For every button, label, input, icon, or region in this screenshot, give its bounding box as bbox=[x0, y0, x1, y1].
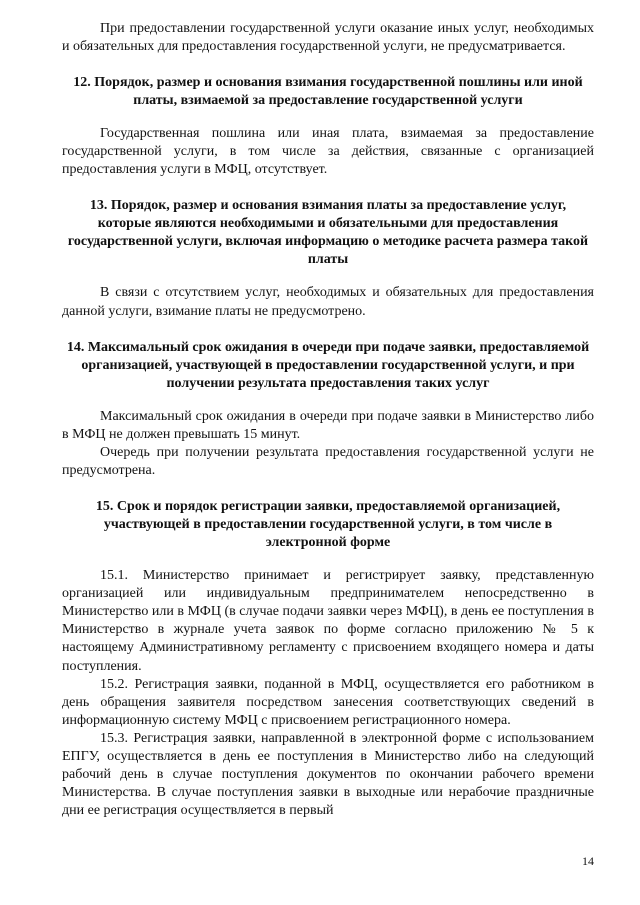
section-12-text: Государственная пошлина или иная плата, взимаемая за предоставление государственной услуги, в том числе за действия, связанные с организацией предоставления услуги в МФЦ, отсутствует. bbox=[62, 126, 594, 178]
section-15-title: 15. Срок и порядок регистрации заявки, предоставляемой организацией, участвующей в предоставлении государственной услуги, в том числе в электронной форме bbox=[95, 499, 561, 551]
paragraph-intro: При предоставлении государственной услуги оказание иных услуг, необходимых и обязательных для предоставления государственной услуги, не предусматривается. bbox=[62, 21, 594, 55]
section-15-item-3: 15.3. Регистрация заявки, направленной в электронной форме с использованием ЕПГУ, осуществляется в день ее поступления в Министерство либо на следующий рабочий день в случае поступления документов по окончании рабочего времени Министерства. В случае поступления заявки в выходные или нерабочие праздничные дни ее регистрация осуществляется в первый bbox=[62, 730, 594, 819]
page-number: 14 bbox=[582, 854, 594, 868]
section-12-title: 12. Порядок, размер и основания взимания государственной пошлины или иной платы, взимаемой за предоставление государственной услуги bbox=[73, 75, 583, 109]
section-14-title: 14. Максимальный срок ожидания в очереди при подаче заявки, предоставляемой организацией, участвующей в предоставлении государственной услуги, и при получении результата предоставления таких услуг bbox=[66, 339, 590, 391]
section-14-text-2: Очередь при получении результата предоставления государственной услуги не предусмотрена. bbox=[62, 444, 594, 478]
section-13-title: 13. Порядок, размер и основания взимания платы за предоставление услуг, которые являются необходимыми и обязательными для предоставления государственной услуги, включая информацию о методике расчета размера такой платы bbox=[67, 198, 589, 268]
section-15-item-1: 15.1. Министерство принимает и регистрирует заявку, представленную организацией или индивидуальным предпринимателем непосредственно в Министерство или в МФЦ (в случае подачи заявки через МФЦ), в день ее поступления в Министерство в журнале учета заявок по форме согласно приложению № 5 к настоящему Административному регламенту с присвоением входящего номера и даты поступления. bbox=[62, 568, 594, 674]
document-page bbox=[62, 20, 594, 820]
section-13-text: В связи с отсутствием услуг, необходимых и обязательных для предоставления данной услуги, взимание платы не предусмотрено. bbox=[62, 285, 594, 319]
section-14-text-1: Максимальный срок ожидания в очереди при подаче заявки в Министерство либо в МФЦ не должен превышать 15 минут. bbox=[62, 408, 594, 442]
section-15-item-2: 15.2. Регистрация заявки, поданной в МФЦ, осуществляется его работником в день обращения заявителя посредством занесения соответствующих сведений в информационную систему МФЦ с присвоением регистрационного номера. bbox=[62, 676, 594, 728]
